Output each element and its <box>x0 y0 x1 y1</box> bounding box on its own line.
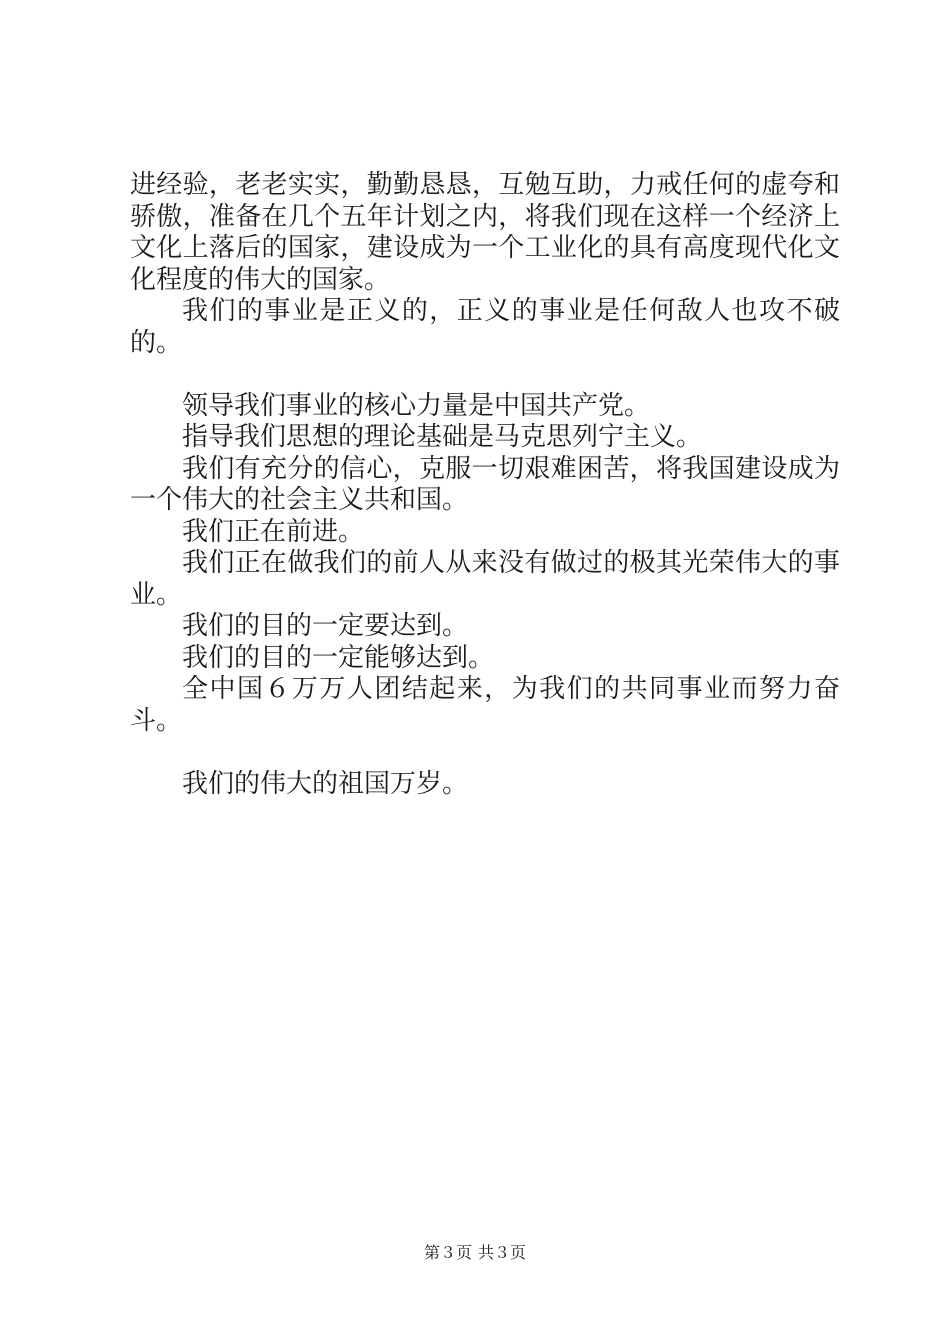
paragraph-spacer <box>130 737 840 769</box>
paragraph: 领导我们事业的核心力量是中国共产党。 <box>182 390 651 421</box>
paragraph: 我们有充分的信心，克服一切艰难困苦，将我国建设成为一个伟大的社会主义共和国。 <box>130 453 840 515</box>
paragraph: 指导我们思想的理论基础是马克思列宁主义。 <box>182 422 703 452</box>
paragraph: 我们的目的一定要达到。 <box>182 611 469 641</box>
paragraph-spacer <box>130 359 840 391</box>
paragraph: 我们正在前进。 <box>182 516 365 547</box>
paragraph: 我们正在做我们的前人从来没有做过的极其光荣伟大的事业。 <box>130 548 840 610</box>
paragraph: 我们的目的一定能够达到。 <box>182 642 495 673</box>
page-number: 第３页 <box>423 1243 472 1262</box>
paragraph: 全中国６万万人团结起来，为我们的共同事业而努力奋斗。 <box>130 674 840 736</box>
paragraph: 进经验，老老实实，勤勤恳恳，互勉互助，力戒任何的虚夸和骄傲，准备在几个五年计划之内，将我们现在这样一个经济上文化上落后的国家，建设成为一个工业化的具有高度现代化文化程度的伟大的国家。 <box>130 170 840 295</box>
paragraph: 我们的事业是正义的，正义的事业是任何敌人也攻不破的。 <box>130 296 840 358</box>
page-total: 共３页 <box>478 1243 527 1262</box>
paragraph: 我们的伟大的祖国万岁。 <box>182 768 469 799</box>
document-body <box>130 170 840 800</box>
page-footer <box>0 1243 950 1263</box>
